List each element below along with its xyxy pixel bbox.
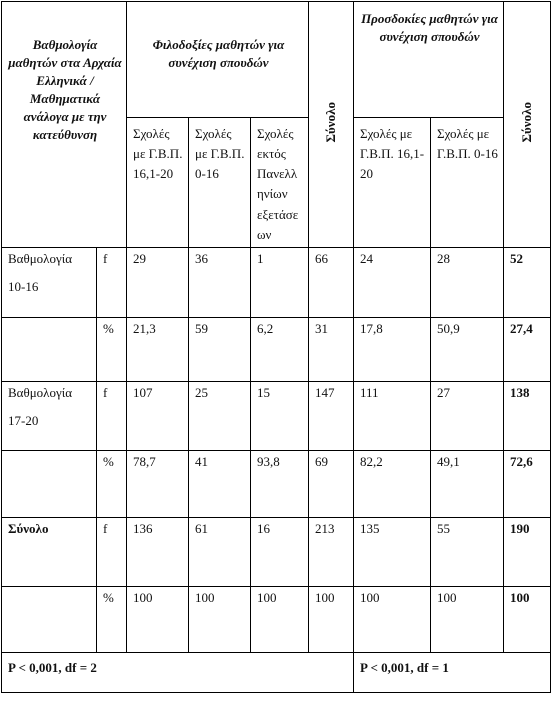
value-cell: 78,7 xyxy=(127,450,189,517)
row-label xyxy=(2,247,97,317)
table-row xyxy=(2,247,551,317)
value-cell: 100 xyxy=(127,586,189,652)
value-cell: 136 xyxy=(127,517,189,586)
value-cell: 49,1 xyxy=(431,450,504,517)
row-label xyxy=(2,450,97,517)
table-row xyxy=(2,450,551,517)
group1-total-label: Σύνολο xyxy=(323,101,339,143)
value-cell: 21,3 xyxy=(127,317,189,381)
value-cell: 36 xyxy=(189,247,251,317)
table-row xyxy=(2,586,551,652)
row-label-line2: 17-20 xyxy=(8,412,39,428)
table-row xyxy=(2,317,551,381)
stat-result-2: P < 0,001, df = 1 xyxy=(354,652,551,692)
group1-total-cell: 100 xyxy=(309,586,354,652)
value-cell: 50,9 xyxy=(431,317,504,381)
stat-cell: % xyxy=(97,317,127,381)
value-cell: 16 xyxy=(251,517,309,586)
group2-total-header xyxy=(504,2,551,248)
value-cell: 61 xyxy=(189,517,251,586)
value-cell: 100 xyxy=(251,586,309,652)
value-cell: 59 xyxy=(189,317,251,381)
group2-total-cell: 27,4 xyxy=(504,317,551,381)
value-cell: 41 xyxy=(189,450,251,517)
group2-title-text: Προσδοκίες μαθητών για συνέχιση σπουδών xyxy=(361,11,498,44)
group1-total-cell: 69 xyxy=(309,450,354,517)
group2-title-header xyxy=(354,2,504,118)
value-cell: 24 xyxy=(354,247,431,317)
value-cell: 1 xyxy=(251,247,309,317)
group1-total-header xyxy=(309,2,354,248)
value-cell: 100 xyxy=(431,586,504,652)
row-label: Σύνολο xyxy=(2,517,97,586)
group2-total-cell: 52 xyxy=(504,247,551,317)
value-cell: 15 xyxy=(251,381,309,450)
stat-cell: f xyxy=(97,517,127,586)
value-cell: 17,8 xyxy=(354,317,431,381)
row-label-line1: Βαθμολογία xyxy=(8,384,73,400)
row-label-line2: 10-16 xyxy=(8,278,39,294)
value-cell: 28 xyxy=(431,247,504,317)
value-cell: 100 xyxy=(354,586,431,652)
group1-title-text: Φιλοδοξίες μαθητών για συνέχιση σπουδών xyxy=(152,37,285,70)
stat-result-1: P < 0,001, df = 2 xyxy=(2,652,354,692)
group2-col-1-header: Σχολές με Γ.Β.Π. 16,1-20 xyxy=(354,118,431,248)
grade-label-header xyxy=(2,2,127,248)
footer-row xyxy=(2,652,551,692)
stat-cell: % xyxy=(97,450,127,517)
value-cell: 6,2 xyxy=(251,317,309,381)
group2-col-2-header: Σχολές με Γ.Β.Π. 0-16 xyxy=(431,118,504,248)
value-cell: 135 xyxy=(354,517,431,586)
table-row xyxy=(2,517,551,586)
group2-total-cell: 72,6 xyxy=(504,450,551,517)
value-cell: 25 xyxy=(189,381,251,450)
group1-total-cell: 147 xyxy=(309,381,354,450)
stat-cell: f xyxy=(97,247,127,317)
group1-total-cell: 66 xyxy=(309,247,354,317)
group1-col-2-header: Σχολές με Γ.Β.Π. 0-16 xyxy=(189,118,251,248)
value-cell: 27 xyxy=(431,381,504,450)
value-cell: 111 xyxy=(354,381,431,450)
value-cell: 82,2 xyxy=(354,450,431,517)
group2-total-label: Σύνολο xyxy=(519,101,535,143)
group2-total-cell: 100 xyxy=(504,586,551,652)
row-label xyxy=(2,586,97,652)
header-row-groups xyxy=(2,2,551,118)
value-cell: 100 xyxy=(189,586,251,652)
results-table xyxy=(1,1,551,693)
group1-col-3-header: Σχολές εκτός Πανελλ ηνίων εξετάσε ων xyxy=(251,118,309,248)
group2-total-cell: 138 xyxy=(504,381,551,450)
group1-col-1-header: Σχολές με Γ.Β.Π. 16,1-20 xyxy=(127,118,189,248)
group1-title-header xyxy=(127,2,309,118)
value-cell: 29 xyxy=(127,247,189,317)
group2-total-cell: 190 xyxy=(504,517,551,586)
group1-total-cell: 31 xyxy=(309,317,354,381)
table-row xyxy=(2,381,551,450)
grade-label-text: Βαθμολογία μαθητών στα Αρχαία Ελληνικά / Μαθηματικά ανάλογα με την κατεύθυνση xyxy=(8,37,122,142)
value-cell: 55 xyxy=(431,517,504,586)
stat-cell: % xyxy=(97,586,127,652)
value-cell: 107 xyxy=(127,381,189,450)
row-label-line1: Βαθμολογία xyxy=(8,250,73,266)
value-cell: 93,8 xyxy=(251,450,309,517)
stat-cell: f xyxy=(97,381,127,450)
row-label xyxy=(2,381,97,450)
row-label xyxy=(2,317,97,381)
group1-total-cell: 213 xyxy=(309,517,354,586)
